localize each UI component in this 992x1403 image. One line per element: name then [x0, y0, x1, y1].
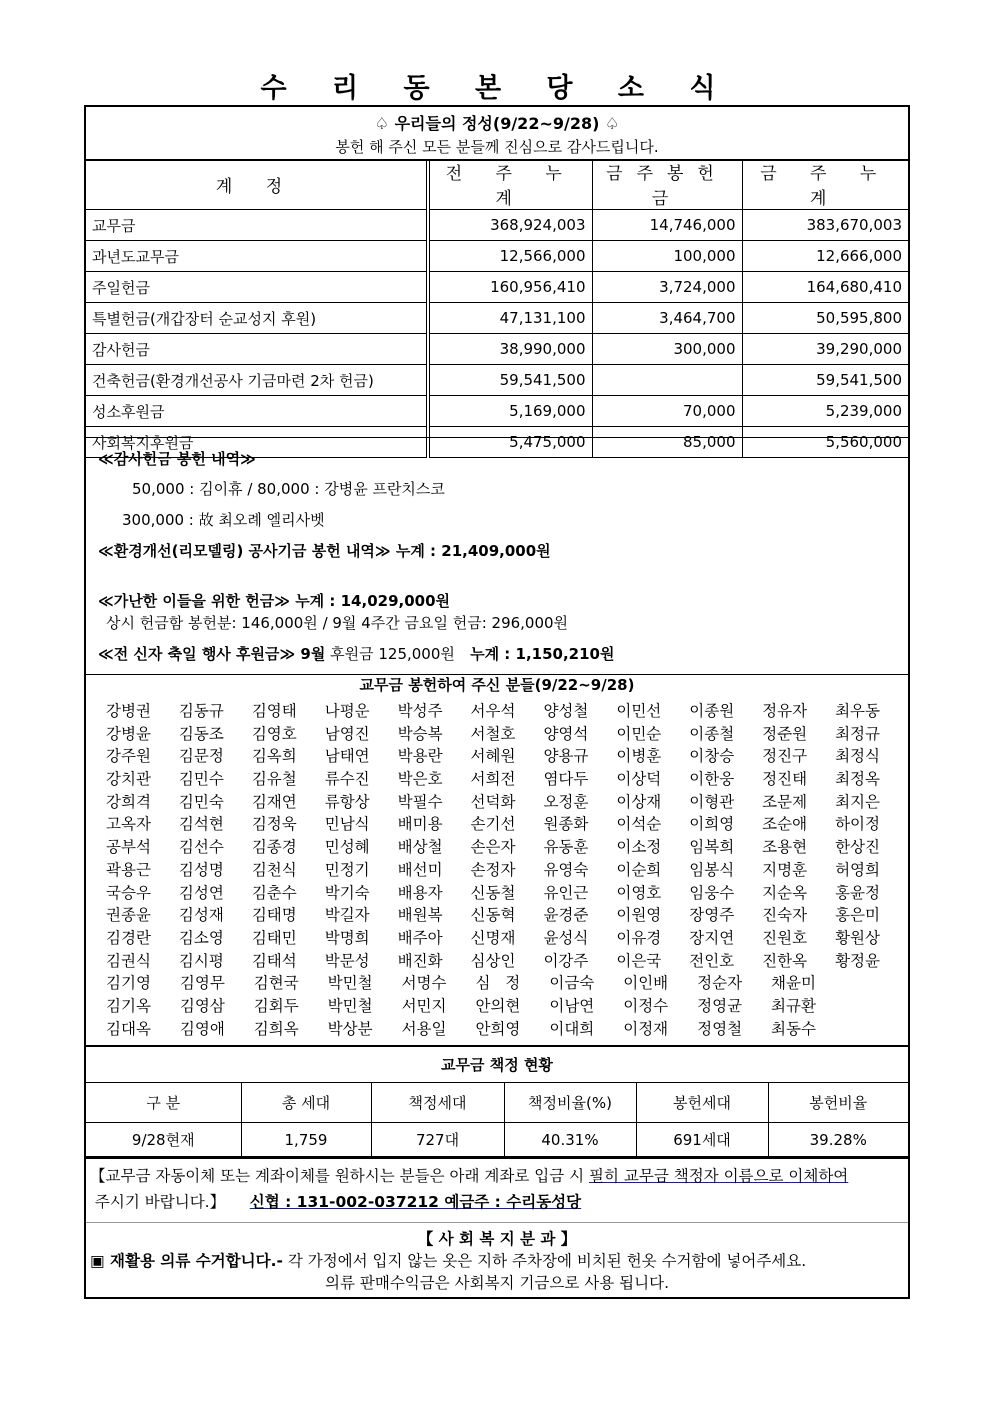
status-value: 727대: [371, 1123, 504, 1157]
bulletin-box: [84, 105, 910, 1299]
offering-heading: ♤ 우리들의 정성(9/22~9/28) ♤: [374, 114, 620, 133]
donor-name: 장지연: [689, 928, 735, 947]
donor-name: 신명재: [470, 928, 516, 947]
donor-name: 황원상: [835, 928, 880, 947]
amount-cell: 70,000: [592, 396, 742, 427]
donor-name: 지순옥: [762, 883, 808, 902]
welfare-heading: 【 사 회 복 지 분 과 】: [417, 1230, 577, 1248]
table-row: [86, 365, 908, 396]
donor-name: 김권식: [106, 951, 151, 970]
donor-name: 임웅수: [689, 883, 735, 902]
donor-name: 이원영: [616, 906, 662, 925]
donor-name: 이인배: [623, 974, 669, 993]
donor-name: 김춘수: [251, 883, 297, 902]
donor-name: 이정수: [623, 996, 669, 1015]
donor-name: 김영무: [179, 974, 225, 993]
donor-name: 김현국: [253, 974, 299, 993]
donor-name: 이정재: [623, 1019, 669, 1038]
donor-name: 정영철: [697, 1019, 743, 1038]
amount-cell: 100,000: [592, 241, 742, 272]
donor-name: 김성재: [178, 906, 224, 925]
donor-name: 유인근: [543, 883, 589, 902]
donor-name: 오정훈: [543, 792, 589, 811]
donor-row: [86, 994, 908, 1017]
amount-cell: 164,680,410: [742, 272, 908, 303]
donor-name: 박필수: [397, 792, 443, 811]
donor-name: 이남연: [549, 996, 595, 1015]
table-row: [86, 241, 908, 272]
donor-name: 황정윤: [835, 951, 880, 970]
donor-name: 강주원: [106, 747, 151, 766]
donor-name: 유영숙: [543, 860, 589, 879]
donor-name: 류수진: [324, 770, 370, 789]
donor-name: 조순애: [762, 815, 808, 834]
donor-name: 신동철: [470, 883, 516, 902]
amount-cell: 38,990,000: [428, 334, 592, 365]
column-header: 책정비율(%): [504, 1083, 636, 1123]
donor-name: 이종철: [689, 724, 735, 743]
donor-row: [86, 699, 908, 722]
donor-name: 임복희: [689, 838, 735, 857]
donor-name: 이강주: [543, 951, 589, 970]
donor-name: 곽용근: [106, 860, 151, 879]
donor-name: 이순희: [616, 860, 662, 879]
donor-name: 김선수: [178, 838, 224, 857]
status-value: 9/28현재: [86, 1123, 241, 1157]
poor-offering-detail: 상시 헌금함 봉헌분: 146,000원 / 9월 4주간 금요일 헌금: 296,000원: [106, 614, 569, 632]
donor-name: 김회두: [253, 996, 299, 1015]
column-header: 책정세대: [371, 1083, 504, 1123]
amount-cell: 5,239,000: [742, 396, 908, 427]
account-name-cell: 성소후원금: [86, 396, 428, 427]
donor-name: 김성명: [178, 860, 224, 879]
donor-name: 김희옥: [253, 1019, 299, 1038]
donor-name: 손정자: [470, 860, 516, 879]
thanks-line-1: 50,000 : 김이휴 / 80,000 : 강병윤 프란치스코: [132, 480, 445, 498]
donor-name: 양성철: [543, 702, 589, 720]
donor-name: 김시평: [178, 951, 224, 970]
amount-cell: 50,595,800: [742, 303, 908, 334]
donor-name: 심상인: [470, 951, 516, 970]
column-header: 금 주 누 계: [742, 159, 908, 210]
amount-cell: 47,131,100: [428, 303, 592, 334]
donor-name: 전인호: [689, 951, 735, 970]
donor-name: 박민철: [327, 996, 373, 1015]
donor-name: 이소정: [616, 838, 662, 857]
pledge-status-table: [86, 1045, 908, 1157]
donor-name: 김민숙: [178, 792, 224, 811]
amount-cell: 12,566,000: [428, 241, 592, 272]
donor-row: [86, 858, 908, 881]
donor-row: [86, 767, 908, 790]
donor-name: 김유철: [251, 770, 297, 789]
donor-name: 원종화: [543, 815, 589, 834]
donor-name: 이희영: [689, 815, 735, 834]
feast-support-total: 누계 : 1,150,210원: [459, 645, 615, 663]
donor-name: 서민지: [401, 996, 447, 1015]
thanks-title: ≪감사헌금 봉헌 내역≫: [98, 450, 256, 468]
donor-name: 홍은미: [835, 906, 880, 925]
donor-name: 박성주: [397, 702, 443, 720]
offering-table: [86, 159, 908, 458]
donor-name: 김태석: [251, 951, 297, 970]
donor-name: 장영주: [689, 906, 735, 925]
donor-name: 이금숙: [549, 974, 595, 993]
donor-name: 서희전: [470, 770, 516, 789]
donor-name: 김성연: [178, 883, 224, 902]
donor-name: 최동수: [771, 1019, 816, 1038]
donor-name: 이창승: [689, 747, 735, 766]
donor-name: 심 정: [475, 974, 521, 993]
welfare-section: [86, 1224, 908, 1297]
feast-support-title: ≪전 신자 축일 행사 후원금≫ 9월: [98, 645, 326, 663]
amount-cell: 3,724,000: [592, 272, 742, 303]
amount-cell: 5,169,000: [428, 396, 592, 427]
amount-cell: 383,670,003: [742, 210, 908, 241]
donor-name: 서우석: [470, 702, 516, 720]
donor-name: 최우동: [835, 702, 880, 720]
account-name-cell: 과년도교무금: [86, 241, 428, 272]
donor-row: [86, 812, 908, 835]
donor-name: 양용규: [543, 747, 589, 766]
donor-name: 한상진: [835, 838, 880, 857]
donor-name: 남영진: [324, 724, 370, 743]
account-name-cell: 건축헌금(환경개선공사 기금마련 2차 헌금): [86, 365, 428, 396]
donor-name: 배주아: [397, 928, 443, 947]
donor-name: 최정식: [835, 747, 880, 766]
donor-name: 배미용: [397, 815, 443, 834]
donor-name: 김소영: [178, 928, 224, 947]
column-header: 금주봉헌금: [592, 159, 742, 210]
status-value: 39.28%: [768, 1123, 908, 1157]
feast-support-amount: 후원금 125,000원: [325, 645, 460, 663]
amount-cell: 59,541,500: [428, 365, 592, 396]
donor-name: 박기숙: [324, 883, 370, 902]
donor-name: 김문정: [178, 747, 224, 766]
donor-name: 김영태: [251, 702, 297, 720]
donor-name: 이은국: [616, 951, 662, 970]
donor-name: 유동훈: [543, 838, 589, 857]
donor-name: 안의현: [475, 996, 521, 1015]
donor-name: 김기영: [106, 974, 151, 993]
recycle-text: 각 가정에서 입지 않는 옷은 지하 주차장에 비치된 헌옷 수거함에 넣어주세요.: [282, 1252, 807, 1270]
page-title: 수 리 동 본 당 소 식: [260, 73, 734, 104]
donor-row: [86, 1017, 908, 1040]
column-header: 계 정: [86, 159, 428, 210]
donor-name: 선덕화: [470, 792, 516, 811]
donor-name: 김동조: [178, 724, 224, 743]
donor-name: 남태연: [324, 747, 370, 766]
donor-name: 박길자: [324, 906, 370, 925]
donor-row: [86, 903, 908, 926]
table-row: [86, 272, 908, 303]
donor-name: 이종원: [689, 702, 735, 720]
donor-name: 조용현: [762, 838, 808, 857]
donor-row: [86, 722, 908, 745]
amount-cell: 59,541,500: [742, 365, 908, 396]
donor-name: 이병훈: [616, 747, 662, 766]
donor-name: 김민수: [178, 770, 224, 789]
donor-name: 조문제: [762, 792, 808, 811]
column-header: 봉헌비율: [768, 1083, 908, 1123]
donor-name: 이상재: [616, 792, 662, 811]
donor-name: 김태민: [251, 928, 297, 947]
offering-subheading: 봉헌 해 주신 모든 분들께 진심으로 감사드립니다.: [335, 138, 659, 156]
account-name-cell: 감사헌금: [86, 334, 428, 365]
donor-name: 신동혁: [470, 906, 516, 925]
donor-name: 김경란: [106, 928, 151, 947]
donor-name: 정준원: [762, 724, 808, 743]
donor-name: 하이정: [835, 815, 880, 834]
donor-name: 국승우: [106, 883, 151, 902]
account-name-cell: 주일헌금: [86, 272, 428, 303]
donor-name: 고옥자: [106, 815, 151, 834]
remodel-fund: ≪환경개선(리모델링) 공사기금 봉헌 내역≫ 누계 : 21,409,000원: [98, 542, 551, 560]
status-value: 1,759: [241, 1123, 371, 1157]
notice-text: 【교무금 자동이체 또는 계좌이체를 원하시는 분들은 아래 계좌로 입금 시: [90, 1167, 589, 1185]
donor-name: 배상철: [397, 838, 443, 857]
donor-name: 김종경: [251, 838, 297, 857]
donor-name: 이한웅: [689, 770, 735, 789]
donor-name: 이형관: [689, 792, 735, 811]
notice-text-end: 주시기 바랍니다.】: [90, 1193, 250, 1211]
column-header: 전 주 누 계: [428, 159, 592, 210]
donor-row: [86, 926, 908, 949]
donor-name: 배원복: [397, 906, 443, 925]
account-name-cell: 사회복지후원금: [86, 427, 428, 458]
donor-name: 손기선: [470, 815, 516, 834]
donor-name: 박용란: [397, 747, 443, 766]
donor-name: 이유경: [616, 928, 662, 947]
donor-name: 강병권: [106, 702, 151, 720]
amount-cell: 85,000: [592, 427, 742, 458]
donor-name: 김영호: [251, 724, 297, 743]
donor-name: 정진구: [762, 747, 808, 766]
donor-name: 이상덕: [616, 770, 662, 789]
amount-cell: 14,746,000: [592, 210, 742, 241]
donor-name: 염다두: [543, 770, 589, 789]
donor-name: 민남식: [324, 815, 370, 834]
donor-name: 이민순: [616, 724, 662, 743]
donor-name: 진한옥: [762, 951, 808, 970]
recycle-title: ▣ 재활용 의류 수거합니다.-: [90, 1252, 283, 1270]
column-header: 봉헌세대: [636, 1083, 768, 1123]
donors-list: [86, 699, 908, 1039]
donor-name: 강치관: [106, 770, 151, 789]
table-row: [86, 303, 908, 334]
account-name-cell: 특별헌금(개갑장터 순교성지 후원): [86, 303, 428, 334]
poor-offering-title: ≪가난한 이들을 위한 헌금≫ 누계 : 14,029,000원: [98, 592, 451, 610]
amount-cell: 3,464,700: [592, 303, 742, 334]
amount-cell: 5,560,000: [742, 427, 908, 458]
donor-name: 권종윤: [106, 906, 151, 925]
donor-name: 박은호: [397, 770, 443, 789]
donor-row: [86, 744, 908, 767]
donor-name: 양영석: [543, 724, 589, 743]
donor-name: 이영호: [616, 883, 662, 902]
donor-name: 김기옥: [106, 996, 151, 1015]
donor-name: 배선미: [397, 860, 443, 879]
donor-row: [86, 881, 908, 904]
account-name-cell: 교무금: [86, 210, 428, 241]
donor-name: 정순자: [697, 974, 743, 993]
donor-name: 류항상: [324, 792, 370, 811]
donor-name: 김석현: [178, 815, 224, 834]
donor-name: 김천식: [251, 860, 297, 879]
donor-name: 김대옥: [106, 1019, 151, 1038]
donor-name: 임봉식: [689, 860, 735, 879]
donor-name: 이대희: [549, 1019, 595, 1038]
donor-name: 이석순: [616, 815, 662, 834]
donor-name: 정영균: [697, 996, 743, 1015]
notice-emphasis: 필히 교무금 책정자 이름으로 이체하여: [589, 1167, 849, 1185]
donor-name: 민성혜: [324, 838, 370, 857]
donor-name: 지명훈: [762, 860, 808, 879]
donor-name: 안희영: [475, 1019, 521, 1038]
donor-name: 박명희: [324, 928, 370, 947]
bank-account: 신협 : 131-002-037212 예금주 : 수리동성당: [249, 1193, 582, 1211]
amount-cell: 300,000: [592, 334, 742, 365]
donor-name: 김재연: [251, 792, 297, 811]
donor-name: 배용자: [397, 883, 443, 902]
donor-name: 진숙자: [762, 906, 808, 925]
offering-notes: [86, 437, 908, 675]
amount-cell: 5,475,000: [428, 427, 592, 458]
donor-name: 민정기: [324, 860, 370, 879]
donor-name: 박문성: [324, 951, 370, 970]
donor-name: 김옥희: [251, 747, 297, 766]
column-header: 총 세대: [241, 1083, 371, 1123]
donor-row: [86, 971, 908, 994]
pledge-status-heading: 교무금 책정 현황: [86, 1046, 908, 1083]
amount-cell: [592, 365, 742, 396]
donor-name: 공부석: [106, 838, 151, 857]
donor-name: 김영삼: [179, 996, 225, 1015]
offering-header: [86, 107, 908, 161]
donor-name: 박민철: [327, 974, 373, 993]
donor-name: 김영애: [179, 1019, 225, 1038]
donor-name: 진원호: [762, 928, 808, 947]
donors-heading: 교무금 봉헌하여 주신 분들(9/22~9/28): [359, 676, 635, 694]
table-row: [86, 210, 908, 241]
thanks-line-2: 300,000 : 故 최오례 엘리사벳: [122, 511, 325, 529]
amount-cell: 160,956,410: [428, 272, 592, 303]
amount-cell: 368,924,003: [428, 210, 592, 241]
feast-support: [98, 643, 614, 664]
donor-name: 서용일: [401, 1019, 447, 1038]
donor-name: 윤성식: [543, 928, 589, 947]
table-row: [86, 334, 908, 365]
transfer-notice: [86, 1157, 908, 1223]
donor-name: 김정욱: [251, 815, 297, 834]
donor-name: 정진태: [762, 770, 808, 789]
amount-cell: 12,666,000: [742, 241, 908, 272]
table-row: [86, 396, 908, 427]
donor-name: 서명수: [401, 974, 447, 993]
donor-name: 박상분: [327, 1019, 373, 1038]
amount-cell: 39,290,000: [742, 334, 908, 365]
donor-name: 강병윤: [106, 724, 151, 743]
donor-name: 박승복: [397, 724, 443, 743]
donor-name: 최규환: [771, 996, 816, 1015]
donor-name: 채윤미: [771, 974, 816, 993]
donor-name: 서혜원: [470, 747, 516, 766]
donor-name: 서철호: [470, 724, 516, 743]
donor-name: 배진화: [397, 951, 443, 970]
donor-name: 허영희: [835, 860, 880, 879]
donor-row: [86, 835, 908, 858]
donor-name: 최정옥: [835, 770, 880, 789]
donor-name: 손은자: [470, 838, 516, 857]
donor-name: 윤경준: [543, 906, 589, 925]
donor-name: 김태명: [251, 906, 297, 925]
donor-name: 정유자: [762, 702, 808, 720]
donor-name: 최정규: [835, 724, 880, 743]
status-value: 40.31%: [504, 1123, 636, 1157]
status-value: 691세대: [636, 1123, 768, 1157]
donor-name: 나평운: [324, 702, 370, 720]
donor-name: 김동규: [178, 702, 224, 720]
column-header: 구 분: [86, 1083, 241, 1123]
recycle-text-2: 의류 판매수익금은 사회복지 기금으로 사용 됩니다.: [325, 1274, 669, 1292]
donor-row: [86, 790, 908, 813]
donor-name: 이민선: [616, 702, 662, 720]
donor-name: 강희격: [106, 792, 151, 811]
donor-row: [86, 949, 908, 972]
donor-name: 홍윤정: [835, 883, 880, 902]
donor-name: 최지은: [835, 792, 880, 811]
